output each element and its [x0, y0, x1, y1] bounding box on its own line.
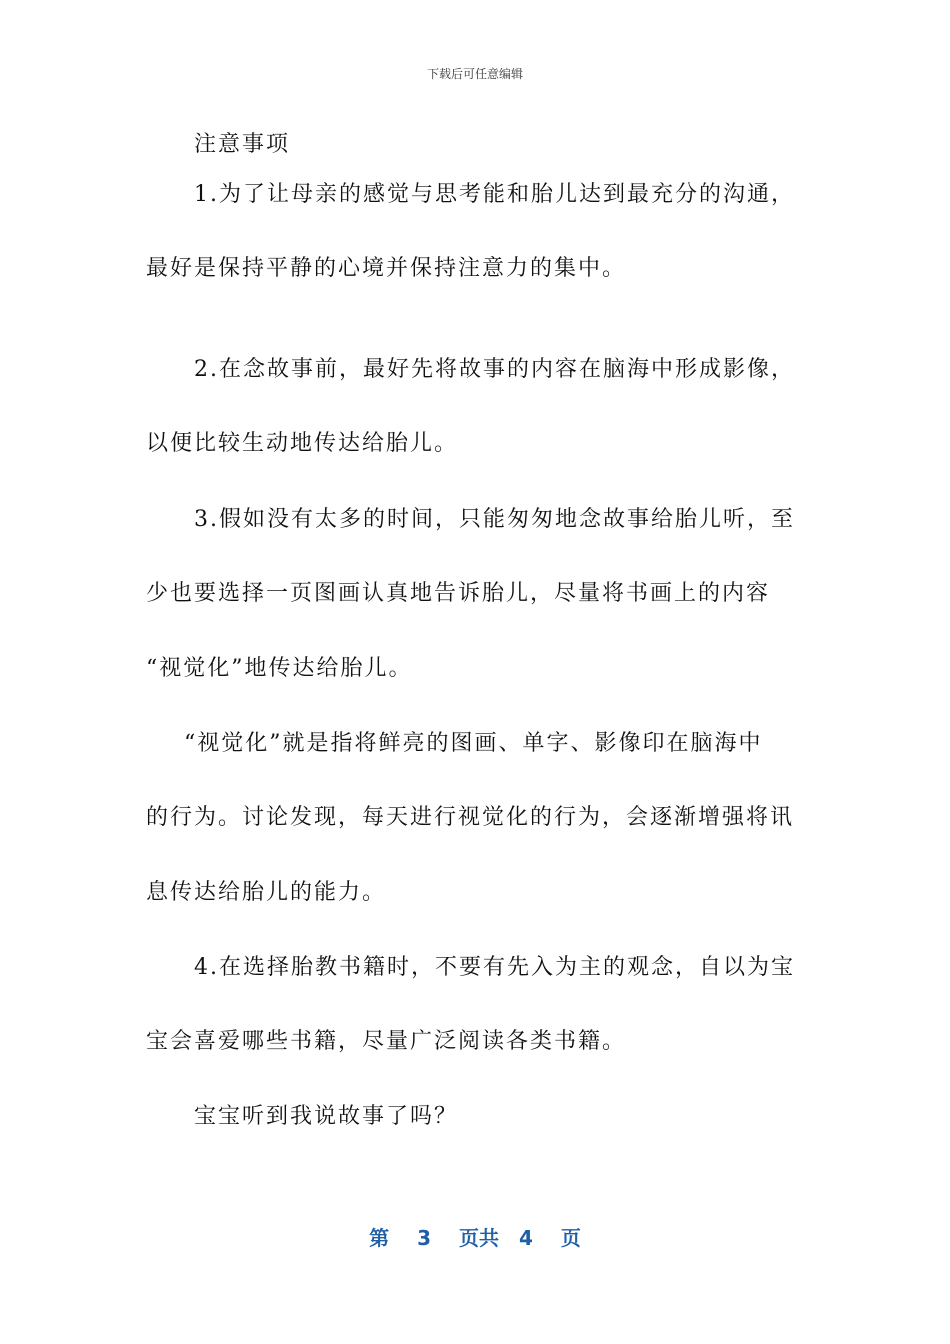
paragraph-line: “视觉化”地传达给胎儿。 — [146, 656, 413, 681]
paragraph-line: 4.在选择胎教书籍时，不要有先入为主的观念，自以为宝 — [194, 955, 795, 980]
footer-middle: 页共 — [459, 1226, 499, 1250]
paragraph-line: 少也要选择一页图画认真地告诉胎儿，尽量将书画上的内容 — [146, 581, 771, 606]
paragraph-line: 宝宝听到我说故事了吗？ — [194, 1104, 459, 1129]
paragraph-line: 的行为。讨论发现，每天进行视觉化的行为，会逐渐增强将讯 — [146, 805, 795, 830]
paragraph-line: 息传达给胎儿的能力。 — [146, 880, 387, 905]
paragraph-line: 宝会喜爱哪些书籍，尽量广泛阅读各类书籍。 — [146, 1029, 627, 1054]
paragraph-line: 2.在念故事前，最好先将故事的内容在脑海中形成影像， — [194, 357, 795, 382]
paragraph-line: 1.为了让母亲的感觉与思考能和胎儿达到最充分的沟通， — [194, 182, 795, 207]
paragraph-line: “视觉化”就是指将鲜亮的图画、单字、影像印在脑海中 — [184, 731, 763, 756]
total-pages-number: 4 — [519, 1226, 533, 1250]
paragraph-line: 3.假如没有太多的时间，只能匆匆地念故事给胎儿听，至 — [194, 507, 795, 532]
page-footer — [0, 1225, 950, 1251]
paragraph-line: 最好是保持平静的心境并保持注意力的集中。 — [146, 256, 627, 281]
footer-prefix: 第 — [369, 1226, 390, 1250]
page-header: 下载后可任意编辑 — [426, 67, 523, 81]
current-page-number: 3 — [417, 1226, 431, 1250]
paragraph-line: 以便比较生动地传达给胎儿。 — [146, 431, 459, 456]
section-heading: 注意事项 — [194, 132, 291, 157]
footer-suffix: 页 — [560, 1226, 581, 1250]
